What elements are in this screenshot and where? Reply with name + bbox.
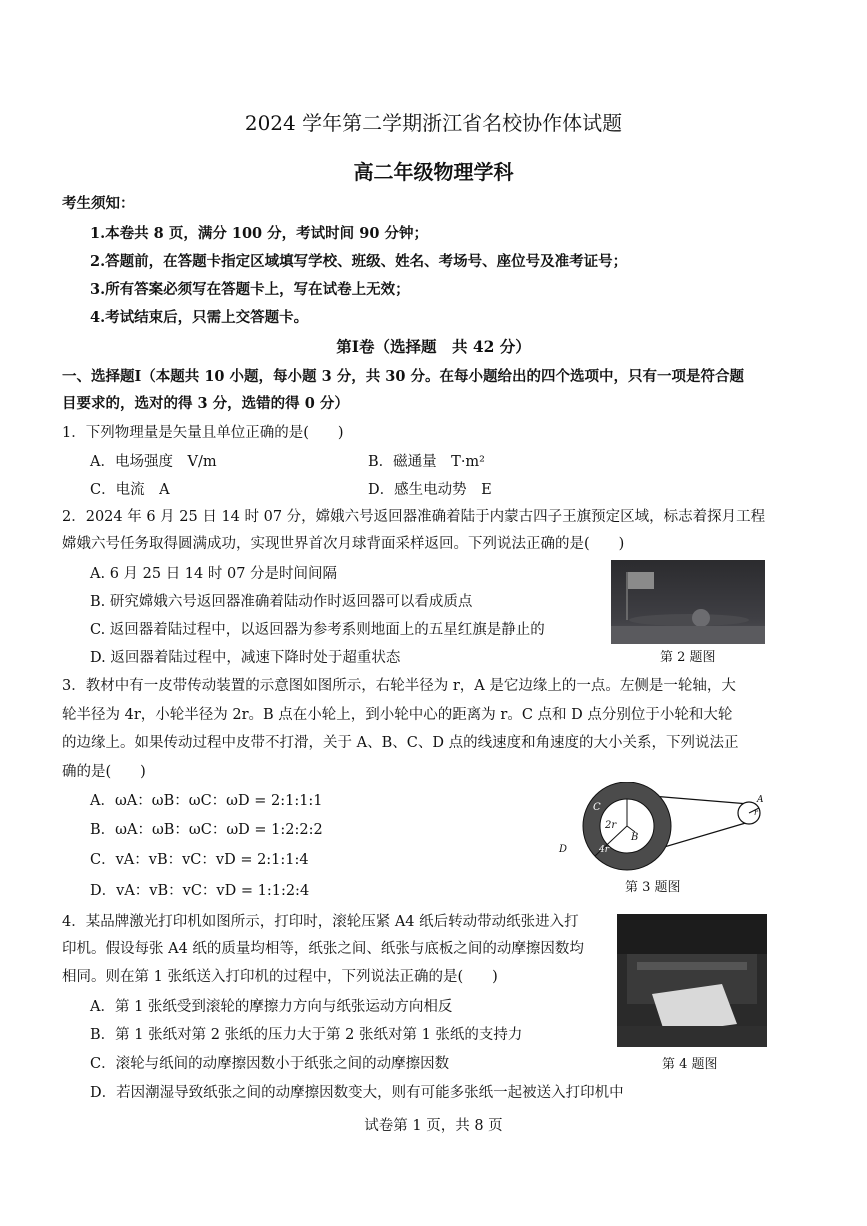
q1-option-d: D．感生电动势 E [368, 482, 492, 498]
label-r: r [754, 808, 758, 817]
notice-item: 1.本卷共 8 页，满分 100 分，考试时间 90 分钟； [90, 225, 428, 242]
q3-stem-cont: 的边缘上。如果传动过程中皮带不打滑，关于 A、B、C、D 点的线速度和角速度的大小关系，下列说法正 [62, 735, 739, 751]
notice-item: 2.答题前，在答题卡指定区域填写学校、班级、姓名、考场号、座位号及准考证号； [90, 253, 628, 270]
label-2r: 2r [605, 820, 617, 831]
label-b: B [631, 832, 639, 843]
q4-caption: 第 4 题图 [662, 1057, 718, 1072]
notice-item: 4.考试结束后，只需上交答题卡。 [90, 309, 309, 326]
page-footer: 试卷第 1 页，共 8 页 [364, 1118, 503, 1134]
q1-option-c: C．电流 A [90, 482, 170, 498]
q1-option-b: B．磁通量 T·m² [368, 454, 485, 470]
landing-photo [611, 560, 765, 644]
printer-scene [617, 914, 767, 1047]
q4-stem: 4．某品牌激光打印机如图所示，打印时，滚轮压紧 A4 纸后转动带动纸张进入打 [62, 914, 579, 930]
q3-option-a: A．ωA：ωB：ωC：ωD = 2:1:1:1 [90, 793, 323, 809]
q3-option-d: D．vA：vB：vC：vD = 1:1:2:4 [90, 883, 310, 899]
q3-stem-cont: 轮半径为 4r，小轮半径为 2r。B 点在小轮上，到小轮中心的距离为 r。C 点和 D 点分别位于小轮和大轮 [62, 707, 733, 723]
q4-stem-cont: 印机。假设每张 A4 纸的质量均相等，纸张之间、纸张与底板之间的动摩擦因数均 [62, 941, 584, 957]
q4-option-b: B．第 1 张纸对第 2 张纸的压力大于第 2 张纸对第 1 张纸的支持力 [90, 1027, 523, 1043]
q2-option-c: C. 返回器着陆过程中，以返回器为参考系则地面上的五星红旗是静止的 [90, 622, 545, 638]
q1-option-a: A．电场强度 V/m [90, 454, 217, 470]
q2-stem-cont: 嫦娥六号任务取得圆满成功，实现世界首次月球背面采样返回。下列说法正确的是( ) [62, 536, 625, 552]
section-heading-cont: 目要求的，选对的得 3 分，选错的得 0 分） [62, 395, 349, 412]
q2-caption: 第 2 题图 [660, 650, 716, 665]
q1-stem: 1．下列物理量是矢量且单位正确的是( ) [62, 425, 344, 441]
q2-option-b: B. 研究嫦娥六号返回器准确着陆动作时返回器可以看成质点 [90, 594, 473, 610]
q3-stem: 3．教材中有一皮带传动装置的示意图如图所示，右轮半径为 r，A 是它边缘上的一点。左侧是一轮轴，大 [62, 678, 736, 694]
label-4r: 4r [599, 845, 610, 855]
q4-option-a: A．第 1 张纸受到滚轮的摩擦力方向与纸张运动方向相反 [90, 999, 453, 1015]
q3-stem-cont: 确的是( ) [62, 764, 146, 780]
q2-option-a: A. 6 月 25 日 14 时 07 分是时间间隔 [90, 566, 338, 582]
q4-option-d: D．若因潮湿导致纸张之间的动摩擦因数变大，则有可能多张纸一起被送入打印机中 [90, 1085, 624, 1101]
notice-item: 3.所有答案必须写在答题卡上，写在试卷上无效； [90, 281, 410, 298]
q3-option-c: C．vA：vB：vC：vD = 2:1:1:4 [90, 852, 309, 868]
q3-caption: 第 3 题图 [625, 880, 681, 895]
q4-stem-cont: 相同。则在第 1 张纸送入打印机的过程中，下列说法正确的是( ) [62, 969, 498, 985]
exam-subtitle: 高二年级物理学科 [353, 160, 514, 184]
notice-heading: 考生须知： [62, 195, 135, 212]
label-a: A [757, 795, 764, 805]
q2-stem: 2．2024 年 6 月 25 日 14 时 07 分，嫦娥六号返回器准确着陆于内蒙古四子王旗预定区域，标志着探月工程 [62, 509, 766, 525]
belt-pulley-diagram [555, 782, 770, 872]
q4-option-c: C．滚轮与纸间的动摩擦因数小于纸张之间的动摩擦因数 [90, 1056, 450, 1072]
printer-photo [617, 914, 767, 1047]
part-heading: 第Ⅰ卷（选择题 共 42 分） [336, 337, 531, 356]
section-heading: 一、选择题Ⅰ（本题共 10 小题，每小题 3 分，共 30 分。在每小题给出的四个选项中，只有一项是符合题 [62, 368, 745, 385]
q3-option-b: B．ωA：ωB：ωC：ωD = 1:2:2:2 [90, 822, 323, 838]
exam-title: 2024 学年第二学期浙江省名校协作体试题 [244, 111, 623, 135]
flag-scene [611, 560, 765, 644]
label-c: C [593, 802, 601, 813]
label-d: D [559, 844, 568, 855]
q2-option-d: D. 返回器着陆过程中，减速下降时处于超重状态 [90, 650, 401, 666]
